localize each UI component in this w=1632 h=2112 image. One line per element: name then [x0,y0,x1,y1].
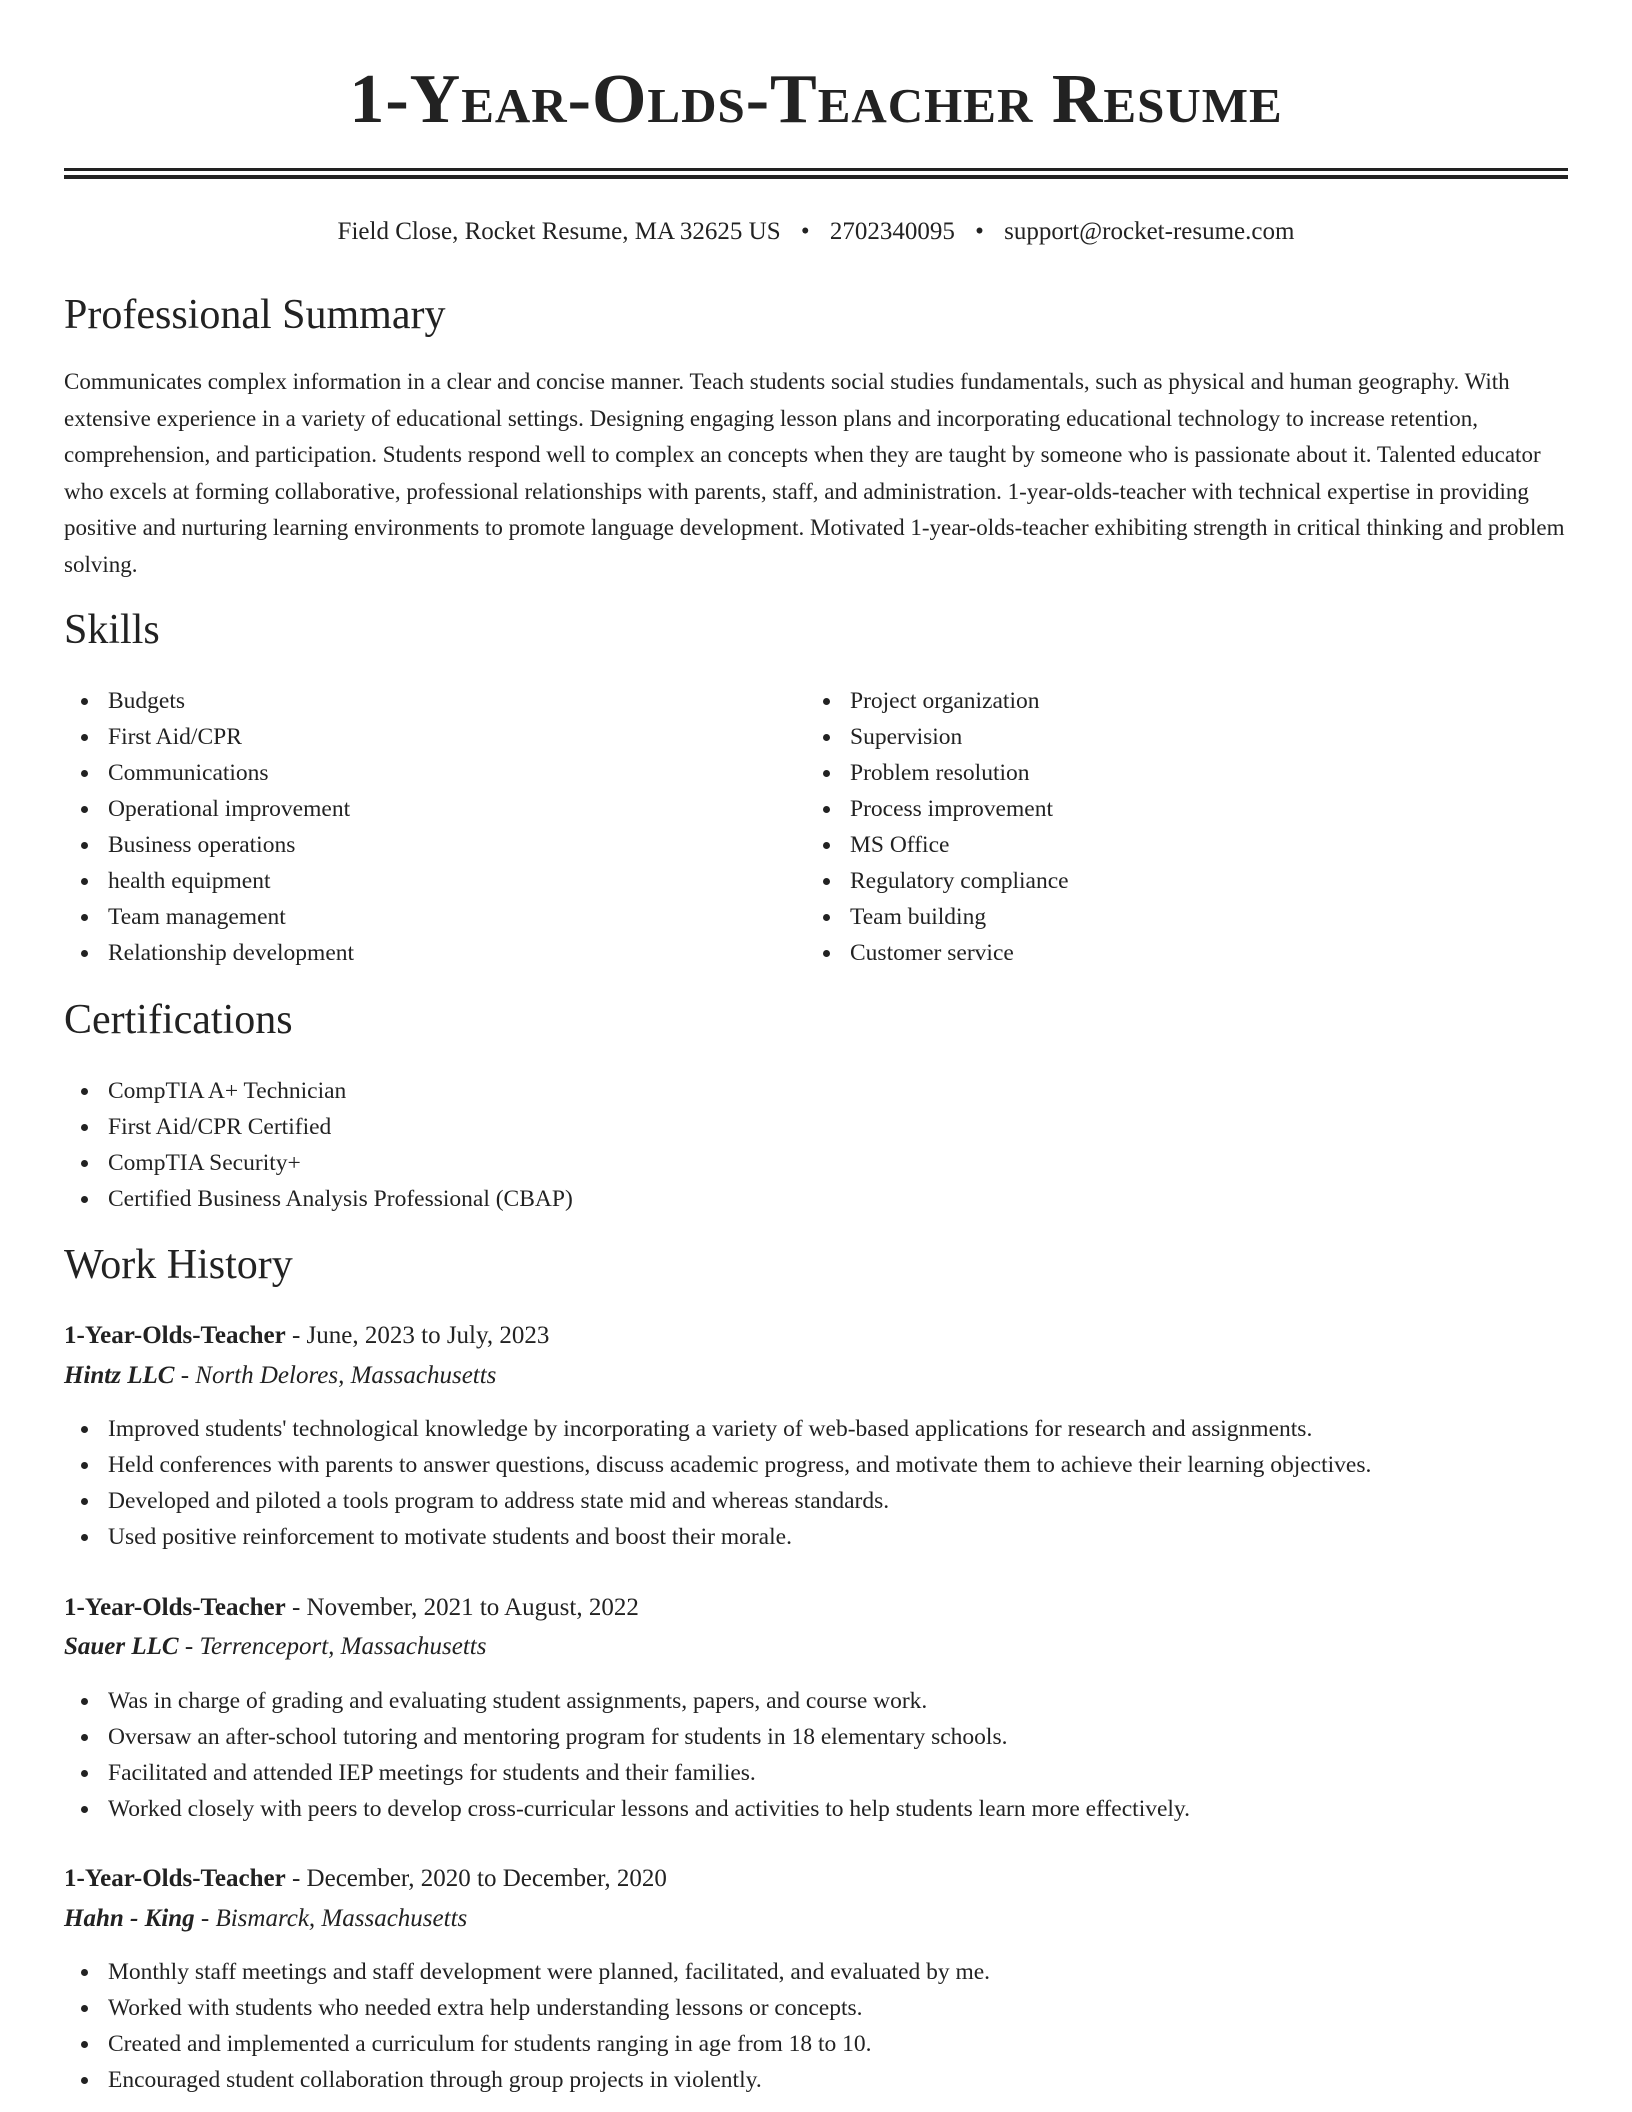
job-bullet: Used positive reinforcement to motivate students and boost their morale. [64,1519,1568,1555]
job-company-line: Hahn - King - Bismarck, Massachusetts [64,1905,468,1932]
skill-item: Team building [806,899,1506,935]
job-bullet: Oversaw an after-school tutoring and mentoring program for students in 18 elementary schools. [64,1719,1568,1755]
summary-heading: Professional Summary [64,292,446,338]
job-title-line: 1-Year-Olds-Teacher - December, 2020 to December, 2020 [64,1865,667,1892]
job-bullet: Improved students' technological knowledge by incorporating a variety of web-based applications for research and assignments. [64,1411,1568,1447]
skill-item: Project organization [806,683,1506,719]
certification-item: CompTIA A+ Technician [64,1073,1568,1109]
skill-item: MS Office [806,827,1506,863]
job-dates: November, 2021 to August, 2022 [306,1594,639,1621]
contact-separator: • [800,218,810,245]
job-title-line: 1-Year-Olds-Teacher - June, 2023 to July, 2023 [64,1322,550,1349]
job-dates: December, 2020 to December, 2020 [306,1865,667,1892]
job-role: 1-Year-Olds-Teacher [64,1865,286,1892]
contact-email: support@rocket-resume.com [1004,218,1295,245]
certification-item: Certified Business Analysis Professional (CBAP) [64,1181,1568,1217]
job-bullet: Worked closely with peers to develop cross-curricular lessons and activities to help students learn more effectively. [64,1791,1568,1827]
job-company: Hahn - King [64,1905,195,1932]
job-bullets [64,1411,1568,1555]
job-bullet: Encouraged student collaboration through group projects in violently. [64,2062,1568,2098]
certifications-heading: Certifications [64,997,293,1043]
summary-text: Communicates complex information in a clear and concise manner. Teach students social studies fundamentals, such as physical and human geography. With extensive experience in a variety of educational settings. Designing engaging lesson plans and incorporating educational technology to increase retention, comprehension, and participation. Students respond well to complex an concepts when they are taught by someone who is passionate about it. Talented educator who excels at forming collaborative, professional relationships with parents, staff, and administration. 1-year-olds-teacher with technical expertise in providing positive and nurturing learning environments to promote language development. Motivated 1-year-olds-teacher exhibiting strength in critical thinking and problem solving. [64,369,1565,577]
job-bullets [64,1683,1568,1827]
contact-line [64,216,1568,248]
title-divider-thick [64,175,1568,179]
skill-item: Budgets [64,683,764,719]
skill-item: health equipment [64,863,764,899]
job-bullet: Developed and piloted a tools program to address state mid and whereas standards. [64,1483,1568,1519]
contact-phone: 2702340095 [829,218,955,245]
job-location: North Delores, Massachusetts [195,1362,497,1389]
skill-item: Problem resolution [806,755,1506,791]
job-title-line: 1-Year-Olds-Teacher - November, 2021 to August, 2022 [64,1594,639,1621]
job-bullet: Held conferences with parents to answer questions, discuss academic progress, and motivate them to achieve their learning objectives. [64,1447,1568,1483]
certifications-list [64,1073,1568,1217]
job-bullet: Monthly staff meetings and staff development were planned, facilitated, and evaluated by me. [64,1954,1568,1990]
job-bullet: Was in charge of grading and evaluating student assignments, papers, and course work. [64,1683,1568,1719]
skills-list-right [806,683,1506,971]
job-location: Terrenceport, Massachusetts [199,1633,487,1660]
job-company: Hintz LLC [64,1362,175,1389]
job-company: Sauer LLC [64,1633,179,1660]
certification-item: CompTIA Security+ [64,1145,1568,1181]
skill-item: Process improvement [806,791,1506,827]
skill-item: Operational improvement [64,791,764,827]
job-location: Bismarck, Massachusetts [215,1905,468,1932]
resume-title: 1-Year-Olds-Teacher Resume [349,61,1283,138]
skill-item: Team management [64,899,764,935]
job-company-line: Hintz LLC - North Delores, Massachusetts [64,1362,497,1389]
contact-address: Field Close, Rocket Resume, MA 32625 US [337,218,781,245]
skill-item: Customer service [806,935,1506,971]
job-bullet: Created and implemented a curriculum for students ranging in age from 18 to 10. [64,2026,1568,2062]
title-divider-thin [64,168,1568,171]
job-bullet: Facilitated and attended IEP meetings for students and their families. [64,1755,1568,1791]
skills-heading: Skills [64,607,160,653]
certification-item: First Aid/CPR Certified [64,1109,1568,1145]
work-history-heading: Work History [64,1242,293,1288]
job-role: 1-Year-Olds-Teacher [64,1322,286,1349]
skill-item: Supervision [806,719,1506,755]
job-company-line: Sauer LLC - Terrenceport, Massachusetts [64,1633,487,1660]
job-bullets [64,1954,1568,2098]
skill-item: Relationship development [64,935,764,971]
skill-item: Business operations [64,827,764,863]
job-dates: June, 2023 to July, 2023 [306,1322,550,1349]
skills-list-left [64,683,764,971]
job-role: 1-Year-Olds-Teacher [64,1594,286,1621]
skill-item: Regulatory compliance [806,863,1506,899]
contact-separator: • [975,218,984,245]
skill-item: Communications [64,755,764,791]
job-bullet: Worked with students who needed extra help understanding lessons or concepts. [64,1990,1568,2026]
skill-item: First Aid/CPR [64,719,764,755]
